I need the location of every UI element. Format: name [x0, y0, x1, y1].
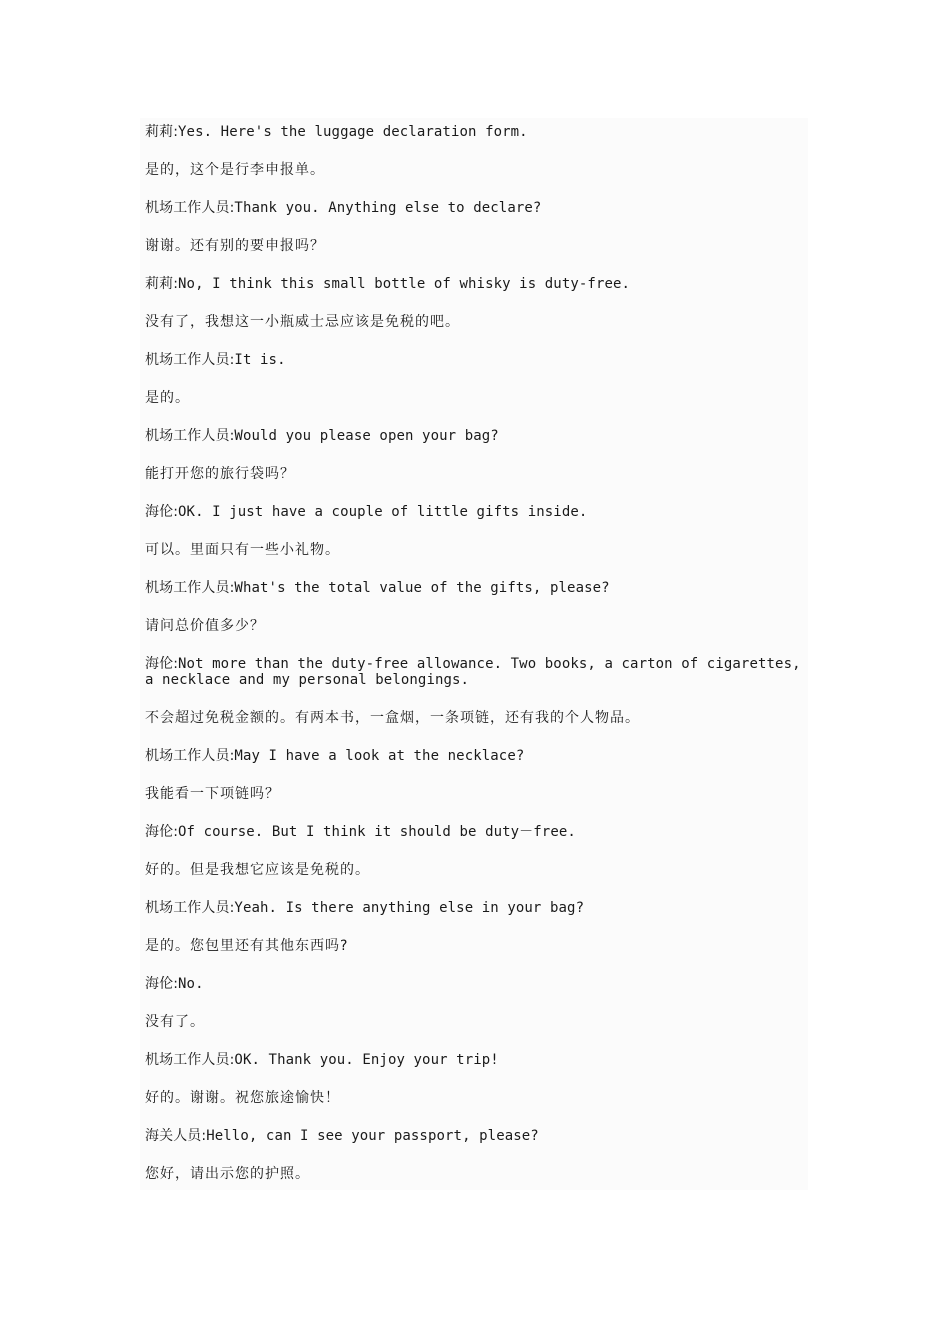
english-utterance: Yeah. Is there anything else in your bag? [234, 900, 585, 916]
dialogue-english-line [145, 352, 805, 368]
dialogue-english-line [145, 900, 805, 916]
english-utterance: May I have a look at the necklace? [234, 748, 525, 764]
english-utterance: Would you please open your bag? [234, 428, 499, 444]
speaker-label: 机场工作人员: [145, 748, 235, 764]
chinese-translation-line: 没有了，我想这一小瓶威士忌应该是免税的吧。 [145, 314, 460, 330]
speaker-label: 机场工作人员: [145, 1052, 235, 1068]
chinese-translation-line: 没有了。 [145, 1014, 205, 1030]
chinese-translation-line: 我能看一下项链吗？ [145, 786, 280, 802]
english-utterance: Yes. Here's the luggage declaration form. [178, 124, 528, 140]
speaker-label: 机场工作人员: [145, 580, 235, 596]
dialogue-english-line [145, 1128, 805, 1144]
dialogue-english-line [145, 124, 805, 140]
dialogue-list [145, 124, 810, 1204]
speaker-label: 机场工作人员: [145, 428, 235, 444]
english-utterance: It is. [234, 352, 286, 368]
english-utterance: Not more than the duty-free allowance. Two books, a carton of cigarettes, a necklace and my personal belongings. [145, 656, 810, 688]
chinese-translation-line: 您好，请出示您的护照。 [145, 1166, 310, 1182]
dialogue-english-line [145, 504, 805, 520]
chinese-translation-line: 请问总价值多少？ [145, 618, 265, 634]
speaker-label: 莉莉: [145, 276, 179, 292]
speaker-label: 机场工作人员: [145, 352, 235, 368]
chinese-translation-line: 可以。里面只有一些小礼物。 [145, 542, 340, 558]
speaker-label: 海关人员: [145, 1128, 207, 1144]
speaker-label: 海伦: [145, 656, 179, 672]
speaker-label: 海伦: [145, 976, 179, 992]
speaker-label: 机场工作人员: [145, 200, 235, 216]
speaker-label: 莉莉: [145, 124, 179, 140]
english-utterance: Of course. But I think it should be duty－free. [178, 824, 576, 840]
chinese-translation-line: 不会超过免税金额的。有两本书，一盒烟，一条项链，还有我的个人物品。 [145, 710, 640, 726]
dialogue-english-line [145, 748, 805, 764]
dialogue-english-line [145, 976, 805, 992]
chinese-translation-line: 好的。谢谢。祝您旅途愉快！ [145, 1090, 340, 1106]
chinese-translation-line: 能打开您的旅行袋吗？ [145, 466, 295, 482]
dialogue-english-line [145, 824, 805, 840]
english-utterance: What's the total value of the gifts, please? [234, 580, 610, 596]
dialogue-english-line [145, 200, 805, 216]
chinese-translation-line: 谢谢。还有别的要申报吗？ [145, 238, 325, 254]
english-utterance: No, I think this small bottle of whisky is duty-free. [178, 276, 631, 292]
dialogue-english-line [145, 428, 805, 444]
chinese-translation-line: 是的。 [145, 390, 190, 406]
dialogue-english-line [145, 580, 805, 596]
english-utterance: Hello, can I see your passport, please? [206, 1128, 539, 1144]
speaker-label: 海伦: [145, 824, 179, 840]
english-utterance: No. [178, 976, 204, 992]
speaker-label: 海伦: [145, 504, 179, 520]
english-utterance: OK. Thank you. Enjoy your trip! [234, 1052, 499, 1068]
dialogue-english-line [145, 1052, 805, 1068]
chinese-translation-line: 是的，这个是行李申报单。 [145, 162, 325, 178]
dialogue-english-line [145, 656, 810, 688]
speaker-label: 机场工作人员: [145, 900, 235, 916]
english-utterance: Thank you. Anything else to declare? [234, 200, 542, 216]
english-utterance: OK. I just have a couple of little gifts inside. [178, 504, 588, 520]
chinese-translation-line: 是的。您包里还有其他东西吗? [145, 938, 349, 954]
dialogue-english-line [145, 276, 805, 292]
chinese-translation-line: 好的。但是我想它应该是免税的。 [145, 862, 370, 878]
